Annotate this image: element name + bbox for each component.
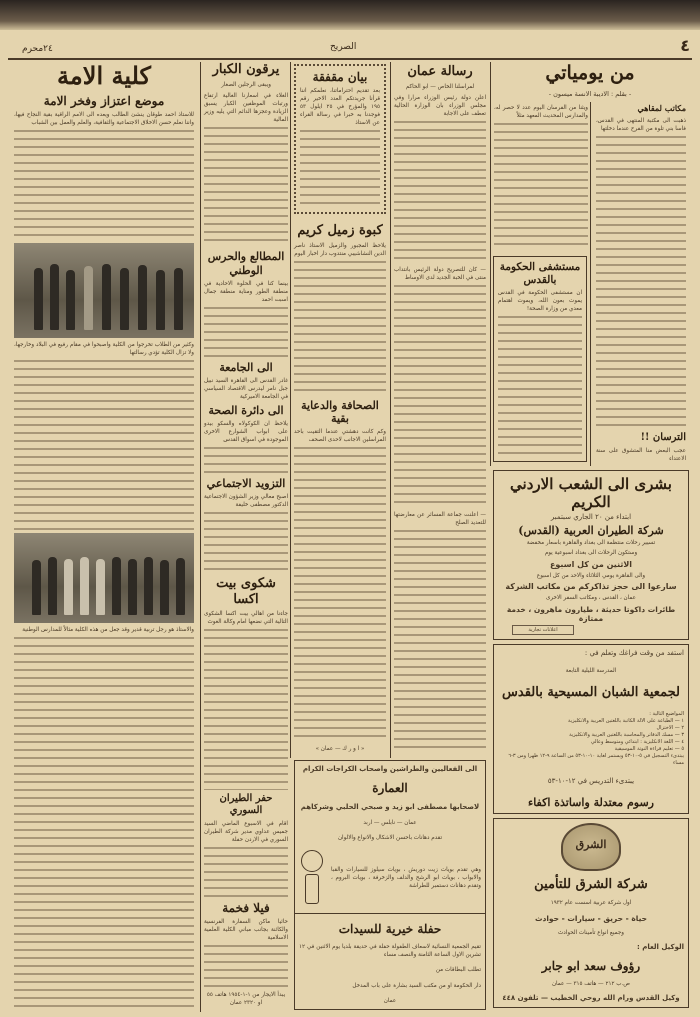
headline: التزويد الاجتماعي — [206, 476, 286, 490]
article-text-block — [498, 316, 582, 454]
article-text: اصبح معالي وزير الشؤون الاجتماعية الدكتور مصطفى خليفة — [204, 494, 288, 509]
header-rule — [8, 58, 692, 60]
headline-min-yawmiyati: من يومياتي — [545, 62, 635, 84]
column-rule — [290, 62, 291, 758]
ad-title: لجمعية الشبان المسيحية بالقدس — [502, 685, 680, 701]
subheadline: ويبقى الرجلين الصغار — [221, 81, 271, 88]
ad-text: عمان — نابلس — اربد — [363, 820, 417, 827]
newspaper-name: الصريح — [330, 42, 357, 52]
ad-text: والى القاهرة يومي الثلاثاء والاحد من كل اسبوع — [536, 572, 646, 579]
article-text: اقام في الاسبوع الماضي السيد جميس عداوي مدير شركة الطيران السوري في الاردن حفلة — [204, 820, 288, 843]
article-text-block — [14, 130, 194, 240]
ad-text: وجميع انواع تأمينات الحوادث — [558, 930, 624, 937]
headline: شكوى بيت اكسا — [216, 575, 276, 607]
article-text: والاستاذ هو رجل تربية قدير وقد جعل من هذه الكلية مثالاً للمدارس الوطنية — [22, 627, 194, 634]
article-text: للاستاذ احمد طوقان ينشئ الطالب ويعده الى الامم الراقية بقية النجاح فيها، واننا نعلم حسن الاخلاق الاجتماعية والثقافية، والعلم والعمل بين الشباب — [14, 112, 194, 127]
article-text-block — [394, 530, 486, 753]
column-d — [394, 64, 486, 756]
article-text: يلاحظ المجبور والزميل الاستاذ ناصر الدين النشاشيبي منتدوب دار اخبار اليوم — [294, 242, 386, 257]
ad-text: اول شركة عربية اسست عام ١٩٣٢ — [550, 900, 632, 907]
headline: فيلا فخمة — [222, 900, 270, 915]
brand-name: العمارة — [372, 781, 408, 796]
article-text: — اعلنت جماعة المسائر عن معارضتها للتعديد الصلح — [394, 512, 486, 527]
article-text-block — [204, 629, 288, 790]
headline-kabwat-zamil: كبوة زميل كريم — [297, 223, 383, 238]
headline-press-propaganda: الصحافة والدعاية بقية — [301, 398, 379, 425]
ad-text: وهي تقدم بويات زيت دوريش ، بويات سيلوز للسيارات والقبا والابواب ، بويات ابو الرشح والدلف والزخرفة ، بويات البروم ، وتقدم دهانات دستمبر للطراشة — [331, 866, 481, 889]
article-text-block — [394, 285, 486, 508]
column-rule — [490, 62, 491, 466]
ymca-advertisement — [493, 644, 689, 814]
ad-text: عمان ، القدس ، ومكاتب السفر الاخرى — [546, 595, 636, 602]
airline-advertisement — [493, 470, 689, 640]
headline: الى دائرة الصحة — [208, 403, 284, 417]
byline: - بقلم : الاديبة الانسة ميسون - — [548, 90, 632, 98]
sharq-insurance-logo: الشرق — [561, 823, 621, 871]
article-text: الغلاء في اسعارنا الغالية ارتفاع ورتبات الموظفين الكبار يسبق الزيادة وعجزها الدائم التي يليه وزير المالية — [204, 92, 288, 123]
headline-risalat-amman: رسالة عمان — [407, 64, 473, 79]
headline-kulliyat-al-umma: كلية الامة — [57, 61, 151, 90]
ad-text: ص.ب ٢١٢ — هاتف ٣١٥ — عمان — [551, 980, 631, 987]
article-text-block — [204, 447, 288, 474]
column-rule — [390, 62, 391, 758]
statement-box — [294, 64, 386, 214]
article-text-block — [294, 261, 386, 396]
column-c — [294, 64, 386, 756]
subjects-list — [498, 711, 684, 767]
headline-yarqun-al-kibar: يرقون الكبار — [212, 62, 280, 77]
article-text: ان مستشفى الحكومة في القدس يموت بعون الله، ويموت اهتمام معدي من وزارة الصحة! — [498, 290, 582, 313]
paint-advertisement — [294, 760, 486, 1010]
article-text: عجب البعض منا المتشوق على سنة الاعتداء — [596, 448, 686, 462]
ad-text: تقيم الجمعية النسائية لاسعاف الطفولة حفلة في حديقة بلديا يوم الاثنين في ١٢ تشرين الاول الساعة الثامنة والنصف مساء — [299, 944, 481, 959]
ad-text: وستكون الرحلات الى بغداد اسبوعية يوم — [544, 550, 638, 557]
article-text-block — [204, 127, 288, 248]
article-text: غادر القدس الى القاهرة السيد نبيل جبل نامر ليدرس الاقتصاد السياسي في الجامعة الاميركية — [204, 377, 288, 400]
article-text-block — [204, 512, 288, 573]
issue-date: ٢٤محرم — [22, 44, 53, 54]
article-text-block — [14, 637, 194, 1007]
divider — [295, 913, 485, 915]
ad-tagline: رسوم معتدلة واساتذة اكفاء — [528, 795, 654, 809]
headline: المطالع والحرس الوطني — [207, 250, 285, 277]
article-text: حائيا ماكن السفارة الفرنسية والكائنة بجانب مباني الكلية العلمية الاسلامية — [204, 919, 288, 942]
ad-text: طائرات داكوتا حديثة ، طيارون ماهرون ، خدمة ممتازة — [506, 604, 676, 623]
page-number: ٤ — [680, 36, 690, 55]
article-text: بينما كنا في الحلوة الاحادية في منطقة الطور ومناية منطقة جمال اسبت احمد — [204, 280, 288, 303]
subject-item: ٤ — اللغة الانكليزية : ابتدائي ومتوسط وعالي — [590, 738, 684, 745]
ad-text: تطلب البطاقات من — [435, 967, 481, 974]
column-rule — [590, 102, 591, 466]
group-photo — [14, 533, 194, 623]
article-text-block — [204, 945, 288, 988]
headline-makatib: مكاتب لمقاهي — [637, 103, 686, 113]
subject-item: ٢ — الاختزال — [656, 724, 684, 731]
ad-title: شركة الشرق للتأمين — [534, 877, 648, 893]
headline-hospital: مستشفى الحكومة بالقدس — [499, 261, 581, 286]
ad-text: الوكيل العام : — [636, 943, 684, 952]
headline: الى الجامعة — [219, 360, 273, 374]
ad-note: اعلانات تجارية — [512, 625, 574, 635]
column-f — [596, 104, 686, 466]
headline: حفر الطيران السوري — [219, 792, 273, 816]
painter-mascot-icon — [299, 850, 325, 906]
article-text: وكم كانت دهشتي عندما التقيت باحد المراسلين الاجانب لاحدى الصحف — [294, 428, 386, 443]
article-text: ذهبت الى مكتبة المنتهى في القدس، فاسا بني تلوة من الفرح عندما دخلتها — [596, 117, 686, 132]
subject-item: ١ — الطباعة على الالة الكاتبة باللغتين العربية والانكليزية — [568, 717, 684, 724]
article-text: جاءنا من اهالي بيت اكسا الشكوى التالية التي نضعها امام وكالة الغوث — [204, 611, 288, 626]
ad-company: شركة الطيران العربية (القدس) — [518, 523, 664, 537]
ad-text: المدرسة الليلية التابعة — [565, 668, 617, 675]
group-photo — [14, 243, 194, 338]
ad-text: تسيير رحلات منتظمة الى بغداد والقاهرة باسعار مخفضة — [526, 540, 656, 547]
ad-text: عمان — [383, 997, 397, 1004]
article-text-block — [14, 360, 194, 530]
agent-name: رؤوف سعد ابو جابر — [541, 958, 641, 973]
article-text: — كان للتصريح دولة الرئيس بانتداب منتى في الخبة الجديد لدى الاوساط — [394, 267, 486, 282]
article-text: اعلن دولة رئيس الوزراء مرارا وفي مجلس الوزراء بان الوزارة الحالية تعطف على الاجابة — [394, 94, 486, 117]
article-signature: « ا و ر ك — عمان » — [315, 746, 365, 752]
headline-tarsan: الترسان !! — [640, 432, 686, 443]
column-rule — [200, 62, 201, 1012]
column-b — [204, 62, 288, 1010]
column-kulliyat-al-umma — [14, 62, 194, 1010]
ad-text: حياة - حريق - سيارات - حوادث — [534, 913, 648, 923]
article-text-block — [204, 307, 288, 358]
subject-item: ٣ — مسك الدفاتر والمحاسبة باللغتين العربية والانكليزية — [569, 731, 684, 738]
paint-ad-body — [299, 850, 481, 906]
ad-text: الاثنين من كل اسبوع — [549, 559, 633, 569]
article-text-block — [204, 847, 288, 898]
ad-text: الى الفعاليين والطراشين واصحاب الكراجات الكرام — [302, 765, 478, 773]
ad-text: تقدم دهانات باحسن الاشكال والانواع والالوان — [337, 835, 443, 842]
registration-dates: يبتدىء التسجيل في ٥-١٠-٥٣ ويستمر لغاية ١٠-١٠-٥٣ من الساعة ٩-١٢ ظهرا ومن ٣-٦ مساء — [508, 752, 684, 766]
subject-item: ٥ — تعليم قراءة النوتة الموسيقية — [614, 745, 684, 752]
ad-text: سارعوا الى حجز تذاكركم من مكاتب الشركة — [505, 582, 677, 592]
subheadline: موضع اعتزاز وفخر الامة — [43, 93, 165, 108]
column-e — [494, 104, 588, 252]
ad-text: يبتدىء التدريس في ١٢-١٠-٥٣ — [547, 776, 635, 785]
ad-title: بشرى الى الشعب الاردني الكريم — [510, 475, 672, 511]
byline: لمراسلنا الخاص — ابو الحاكم — [405, 83, 475, 90]
article-text-block — [300, 130, 380, 205]
classified-contact: يبدأ الايجار من ١-١-١٩٥٤ هاتف ٥٥ او ٢٣٢٠ عمان — [206, 992, 286, 1007]
article-text: ويثنا من الفرسان اليوم عدد لا حصر له، والمدارس المحديث المعهد مثلاً — [494, 105, 588, 119]
ad-text: استفد من وقت فراغك وتعلم في : — [584, 649, 684, 657]
book-binding — [0, 0, 700, 30]
article-text-block — [394, 121, 486, 264]
headline-bayan: بيان مقفقة — [312, 70, 368, 84]
subjects-label: المواضيع التالية : — [649, 710, 684, 717]
ad-text: دار الحكومة او من مكتب السيد بشارة على باب المدخل — [352, 982, 481, 989]
ad-title: حفلة خيرية للسيدات — [338, 921, 442, 936]
article-text-block — [294, 447, 386, 742]
article-text: بعد تقديم احتراماتنا، نعلمكم اننا قرأنا جريدتكم العدد الاخير رقم ١٩٥ والمؤرخ في ٢٥ ايلول ٥٣ فوجدنا به خبرا في رسالة القراء عن الاستاذ — [300, 88, 380, 127]
article-text: يلاحظ ان الكوكولاه والسكو بيدو على ابواب الشوارع الاخرى الموجودة في اسواق القدس — [204, 421, 288, 444]
article-text: وكثير من الطلاب تخرجوا من الكلية واصبحوا في مقام رفيع في البلاد وخارجها، ولا تزال الكلية تؤدي رسالتها — [14, 342, 194, 357]
insurance-advertisement — [493, 818, 689, 1008]
hospital-article-box — [493, 256, 587, 462]
ad-text: لاصحابها مصطفى ابو زيد و صبحي الحلبي وشركاهم — [300, 802, 480, 811]
ad-text: وكيل القدس ورام الله روحي الخطيب — تلفون ٤٤٨ — [502, 993, 680, 1002]
ad-text: ابتداء من ٢٠ الجاري سبتمبر — [550, 513, 632, 522]
article-text-block — [494, 123, 588, 249]
article-text-block — [596, 136, 686, 429]
